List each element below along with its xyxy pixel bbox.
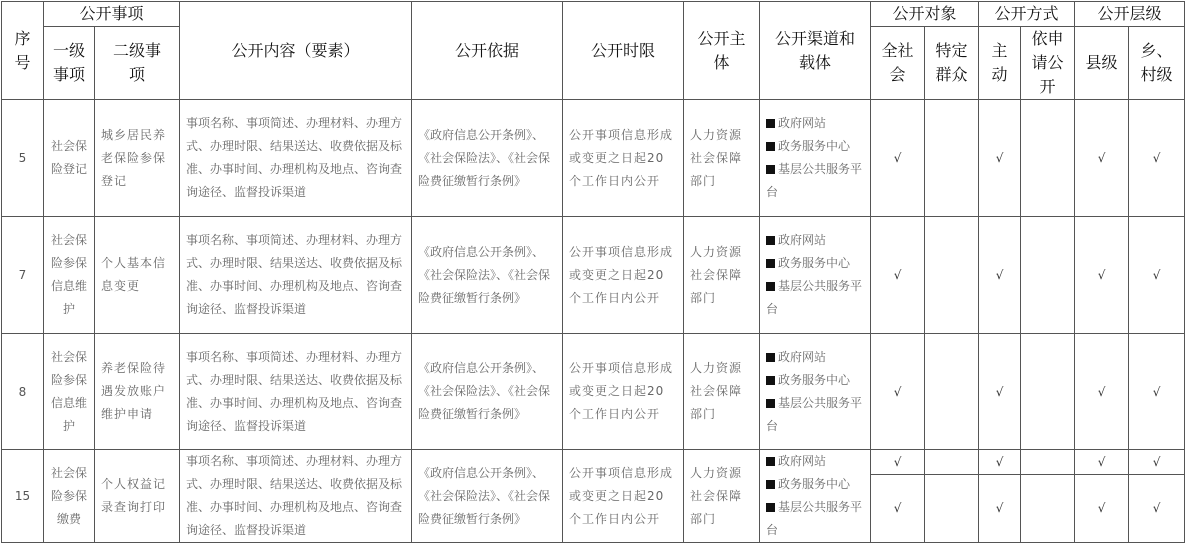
- header-subject: 公开主 体: [684, 2, 760, 100]
- header-level-group: 公开层级: [1075, 2, 1185, 27]
- header-target-specific: 特定 群众: [925, 27, 979, 100]
- header-target-group: 公开对象: [871, 2, 979, 27]
- mark-mode-active: √: [979, 100, 1021, 217]
- header-mode-group: 公开方式: [979, 2, 1075, 27]
- row-basis: 《政府信息公开条例》、《社会保险法》、《社会保险费征缴暂行条例》: [412, 334, 563, 450]
- channel-item: 政务服务中心: [766, 473, 864, 496]
- row-basis: 《政府信息公开条例》、《社会保险法》、《社会保险费征缴暂行条例》: [412, 450, 563, 543]
- row-subject: 人力资源社会保障部门: [684, 100, 760, 217]
- row-level1: 社会保险参保缴费: [44, 450, 95, 543]
- mark-mode-active: √: [979, 474, 1021, 542]
- channel-item: 政府网站: [766, 450, 864, 473]
- mark-target-specific: [925, 450, 979, 475]
- channel-item: 政府网站: [766, 112, 864, 135]
- row-level1: 社会保险参保信息维护: [44, 217, 95, 334]
- row-level2: 个人基本信息变更: [95, 217, 180, 334]
- row-time-limit: 公开事项信息形成或变更之日起20个工作日内公开: [563, 334, 684, 450]
- table-row: [2, 217, 1185, 334]
- mark-level-county: √: [1075, 334, 1129, 450]
- disclosure-table: [1, 1, 1185, 543]
- mark-mode-request: [1021, 334, 1075, 450]
- row-level2: 个人权益记录查询打印: [95, 450, 180, 543]
- row-basis: 《政府信息公开条例》、《社会保险法》、《社会保险费征缴暂行条例》: [412, 100, 563, 217]
- header-level-county: 县级: [1075, 27, 1129, 100]
- mark-level-county: √: [1075, 474, 1129, 542]
- row-channels: [760, 334, 871, 450]
- header-level2: 二级事 项: [95, 27, 180, 100]
- row-content: 事项名称、事项简述、办理材料、办理方式、办理时限、结果送达、收费依据及标准、办事时间、办理机构及地点、咨询查询途径、监督投诉渠道: [180, 217, 412, 334]
- channel-item: 基层公共服务平台: [766, 395, 863, 433]
- channel-item: 政务服务中心: [766, 369, 864, 392]
- header-target-all: 全社 会: [871, 27, 925, 100]
- row-level1: 社会保险登记: [44, 100, 95, 217]
- table-row: [2, 334, 1185, 450]
- mark-level-town: √: [1129, 450, 1185, 475]
- mark-mode-active: √: [979, 450, 1021, 475]
- mark-target-specific: [925, 217, 979, 334]
- header-level-town: 乡、 村级: [1129, 27, 1185, 100]
- header-basis: 公开依据: [412, 2, 563, 100]
- mark-mode-active: √: [979, 217, 1021, 334]
- channel-item: 政务服务中心: [766, 252, 864, 275]
- row-level2: 城乡居民养老保险参保登记: [95, 100, 180, 217]
- row-basis: 《政府信息公开条例》、《社会保险法》、《社会保险费征缴暂行条例》: [412, 217, 563, 334]
- mark-level-town: √: [1129, 334, 1185, 450]
- mark-level-town: √: [1129, 217, 1185, 334]
- header-content: 公开内容（要素）: [180, 2, 412, 100]
- header-channel: 公开渠道和 载体: [760, 2, 871, 100]
- row-content: 事项名称、事项简述、办理材料、办理方式、办理时限、结果送达、收费依据及标准、办事时间、办理机构及地点、咨询查询途径、监督投诉渠道: [180, 450, 412, 543]
- table-row: [2, 450, 1185, 475]
- channel-item: 基层公共服务平台: [766, 162, 863, 199]
- mark-target-all: √: [871, 334, 925, 450]
- row-seq: 8: [2, 334, 44, 450]
- row-channels: [760, 100, 871, 217]
- row-seq: 15: [2, 450, 44, 543]
- table-row: [2, 100, 1185, 217]
- mark-mode-active: √: [979, 334, 1021, 450]
- row-level2: 养老保险待遇发放账户维护申请: [95, 334, 180, 450]
- header-mode-active: 主 动: [979, 27, 1021, 100]
- mark-target-specific: [925, 474, 979, 542]
- mark-mode-request: [1021, 217, 1075, 334]
- channel-item: 政务服务中心: [766, 135, 864, 158]
- mark-target-all: √: [871, 217, 925, 334]
- header-time-limit: 公开时限: [563, 2, 684, 100]
- row-time-limit: 公开事项信息形成或变更之日起20个工作日内公开: [563, 100, 684, 217]
- mark-target-specific: [925, 100, 979, 217]
- channel-item: 基层公共服务平台: [766, 500, 863, 537]
- mark-target-all: √: [871, 100, 925, 217]
- mark-level-county: √: [1075, 217, 1129, 334]
- row-content: 事项名称、事项简述、办理材料、办理方式、办理时限、结果送达、收费依据及标准、办事时间、办理机构及地点、咨询查询途径、监督投诉渠道: [180, 100, 412, 217]
- mark-target-all: √: [871, 474, 925, 542]
- row-subject: 人力资源社会保障部门: [684, 217, 760, 334]
- row-time-limit: 公开事项信息形成或变更之日起20个工作日内公开: [563, 450, 684, 543]
- mark-level-county: √: [1075, 450, 1129, 475]
- mark-target-specific: [925, 334, 979, 450]
- mark-target-all: √: [871, 450, 925, 475]
- channel-item: 基层公共服务平台: [766, 279, 863, 316]
- row-content: 事项名称、事项简述、办理材料、办理方式、办理时限、结果送达、收费依据及标准、办事时间、办理机构及地点、咨询查询途径、监督投诉渠道: [180, 334, 412, 450]
- row-subject: 人力资源社会保障部门: [684, 334, 760, 450]
- header-item-group: 公开事项: [44, 2, 180, 27]
- mark-level-town: √: [1129, 100, 1185, 217]
- row-seq: 5: [2, 100, 44, 217]
- row-seq: 7: [2, 217, 44, 334]
- channel-item: 政府网站: [766, 346, 864, 369]
- mark-mode-request: [1021, 474, 1075, 542]
- header-seq: 序 号: [2, 2, 44, 100]
- channel-item: 政府网站: [766, 229, 864, 252]
- row-level1: 社会保险参保信息维护: [44, 334, 95, 450]
- row-channels: [760, 450, 871, 543]
- header-level1: 一级 事项: [44, 27, 95, 100]
- mark-level-county: √: [1075, 100, 1129, 217]
- mark-mode-request: [1021, 100, 1075, 217]
- row-subject: 人力资源社会保障部门: [684, 450, 760, 543]
- mark-mode-request: [1021, 450, 1075, 475]
- row-time-limit: 公开事项信息形成或变更之日起20个工作日内公开: [563, 217, 684, 334]
- row-channels: [760, 217, 871, 334]
- header-mode-request: 依申 请公 开: [1021, 27, 1075, 100]
- mark-level-town: √: [1129, 474, 1185, 542]
